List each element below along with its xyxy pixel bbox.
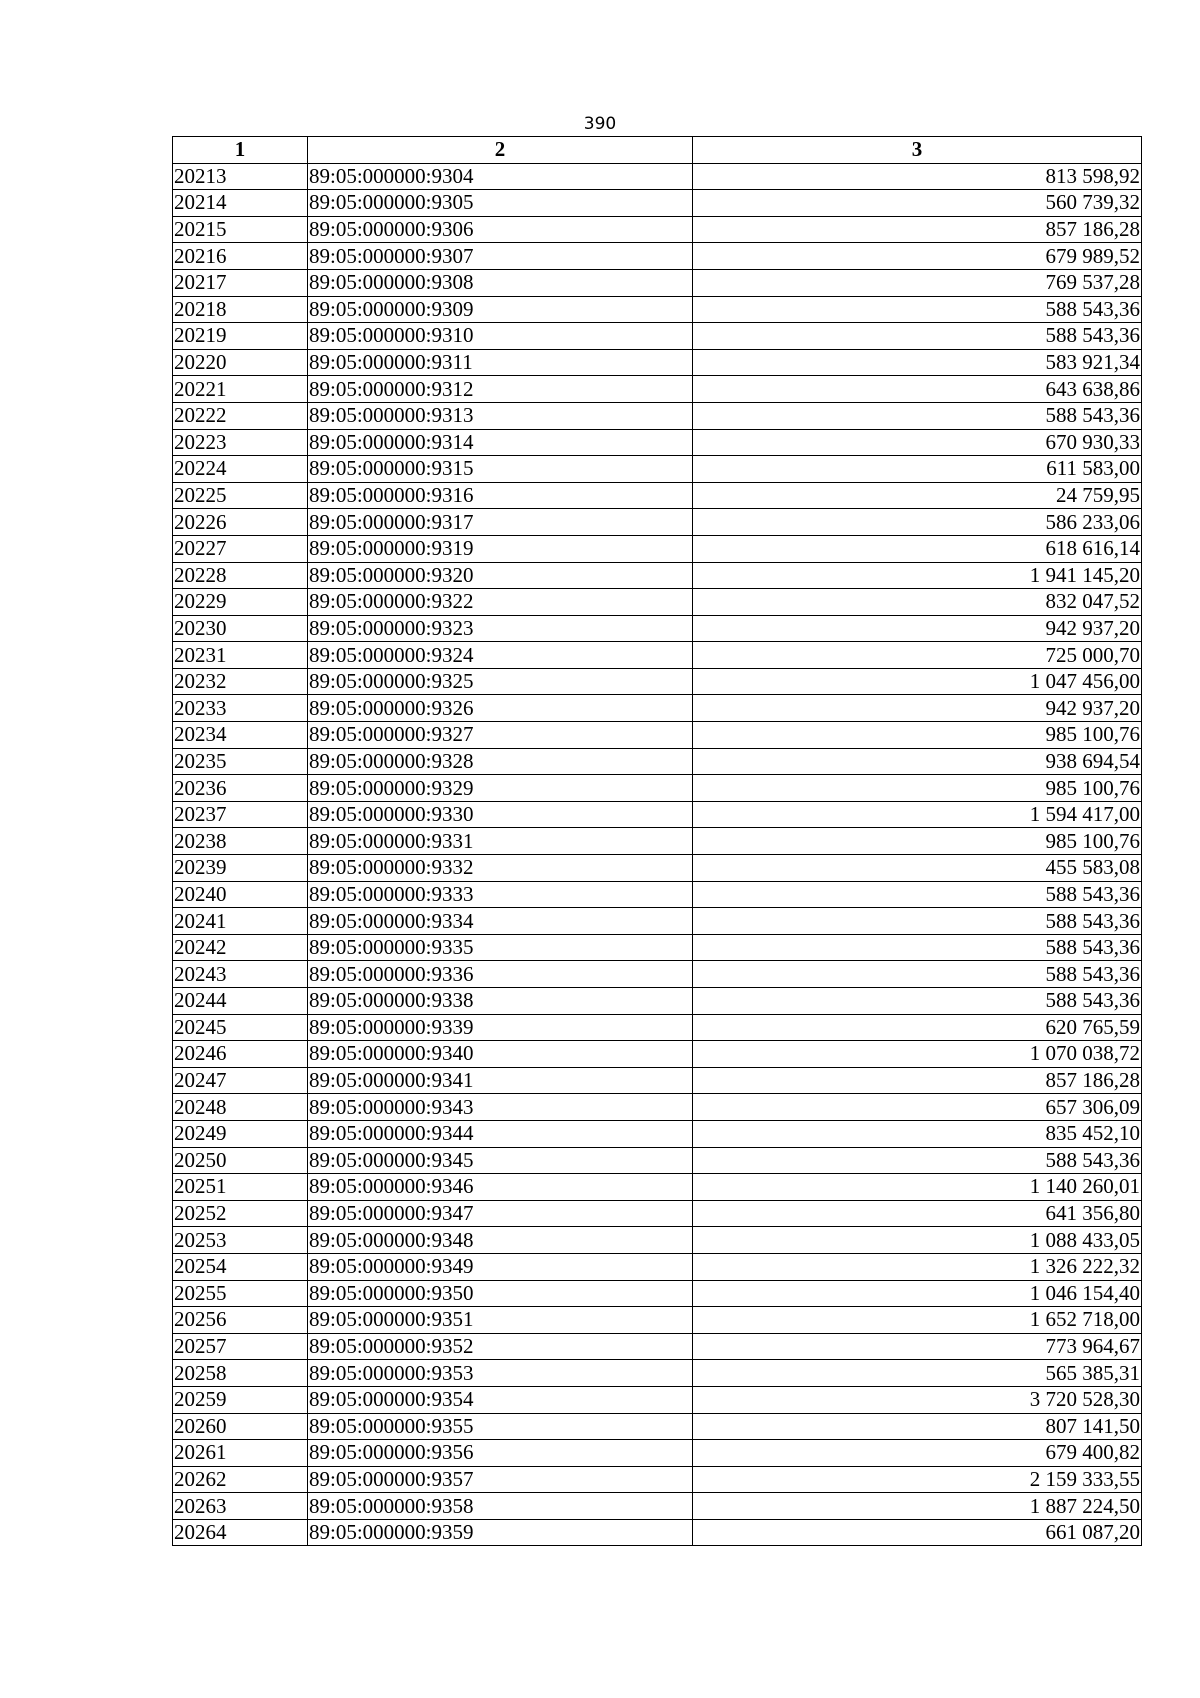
cadastral-value-cell: 611 583,00 xyxy=(693,456,1142,483)
cadastral-number-cell: 89:05:000000:9335 xyxy=(308,934,693,961)
table-row xyxy=(173,908,1142,935)
cadastral-number-cell: 89:05:000000:9336 xyxy=(308,961,693,988)
cadastral-value-cell: 3 720 528,30 xyxy=(693,1386,1142,1413)
cadastral-number-cell: 89:05:000000:9328 xyxy=(308,748,693,775)
cadastral-number-cell: 89:05:000000:9322 xyxy=(308,589,693,616)
cadastral-number-cell: 89:05:000000:9341 xyxy=(308,1067,693,1094)
row-number-cell: 20245 xyxy=(173,1014,308,1041)
cadastral-number-cell: 89:05:000000:9308 xyxy=(308,269,693,296)
row-number-cell: 20227 xyxy=(173,535,308,562)
cadastral-number-cell: 89:05:000000:9355 xyxy=(308,1413,693,1440)
row-number-cell: 20224 xyxy=(173,456,308,483)
cadastral-value-cell: 560 739,32 xyxy=(693,190,1142,217)
cadastral-number-cell: 89:05:000000:9313 xyxy=(308,402,693,429)
row-number-cell: 20239 xyxy=(173,855,308,882)
cadastral-number-cell: 89:05:000000:9317 xyxy=(308,509,693,536)
table-row xyxy=(173,190,1142,217)
row-number-cell: 20247 xyxy=(173,1067,308,1094)
cadastral-number-cell: 89:05:000000:9334 xyxy=(308,908,693,935)
table-row xyxy=(173,988,1142,1015)
row-number-cell: 20262 xyxy=(173,1466,308,1493)
cadastral-value-cell: 588 543,36 xyxy=(693,881,1142,908)
row-number-cell: 20235 xyxy=(173,748,308,775)
cadastral-value-cell: 588 543,36 xyxy=(693,296,1142,323)
table-row xyxy=(173,589,1142,616)
table-row xyxy=(173,269,1142,296)
row-number-cell: 20218 xyxy=(173,296,308,323)
column-header-2: 2 xyxy=(308,137,693,164)
cadastral-value-cell: 657 306,09 xyxy=(693,1094,1142,1121)
cadastral-number-cell: 89:05:000000:9338 xyxy=(308,988,693,1015)
cadastral-value-cell: 1 047 456,00 xyxy=(693,668,1142,695)
row-number-cell: 20226 xyxy=(173,509,308,536)
cadastral-number-cell: 89:05:000000:9310 xyxy=(308,323,693,350)
table-row xyxy=(173,695,1142,722)
cadastral-value-cell: 832 047,52 xyxy=(693,589,1142,616)
cadastral-value-cell: 661 087,20 xyxy=(693,1519,1142,1546)
table-row xyxy=(173,881,1142,908)
cadastral-number-cell: 89:05:000000:9359 xyxy=(308,1519,693,1546)
page-number: 390 xyxy=(583,114,617,134)
row-number-cell: 20228 xyxy=(173,562,308,589)
table-row xyxy=(173,1280,1142,1307)
cadastral-value-cell: 985 100,76 xyxy=(693,775,1142,802)
table-row xyxy=(173,1227,1142,1254)
row-number-cell: 20248 xyxy=(173,1094,308,1121)
cadastral-number-cell: 89:05:000000:9357 xyxy=(308,1466,693,1493)
cadastral-value-cell: 938 694,54 xyxy=(693,748,1142,775)
table-row xyxy=(173,349,1142,376)
row-number-cell: 20233 xyxy=(173,695,308,722)
row-number-cell: 20264 xyxy=(173,1519,308,1546)
cadastral-value-cell: 1 070 038,72 xyxy=(693,1041,1142,1068)
cadastral-value-cell: 835 452,10 xyxy=(693,1120,1142,1147)
table-row xyxy=(173,429,1142,456)
cadastral-value-cell: 588 543,36 xyxy=(693,961,1142,988)
row-number-cell: 20221 xyxy=(173,376,308,403)
cadastral-value-cell: 813 598,92 xyxy=(693,163,1142,190)
cadastral-number-cell: 89:05:000000:9329 xyxy=(308,775,693,802)
cadastral-number-cell: 89:05:000000:9323 xyxy=(308,615,693,642)
table-row xyxy=(173,1440,1142,1467)
table-row xyxy=(173,748,1142,775)
row-number-cell: 20259 xyxy=(173,1386,308,1413)
cadastral-value-cell: 588 543,36 xyxy=(693,1147,1142,1174)
table-row xyxy=(173,562,1142,589)
cadastral-value-cell: 588 543,36 xyxy=(693,402,1142,429)
table-row xyxy=(173,535,1142,562)
cadastral-number-cell: 89:05:000000:9354 xyxy=(308,1386,693,1413)
row-number-cell: 20260 xyxy=(173,1413,308,1440)
cadastral-value-cell: 679 400,82 xyxy=(693,1440,1142,1467)
table-row xyxy=(173,1094,1142,1121)
cadastral-number-cell: 89:05:000000:9312 xyxy=(308,376,693,403)
cadastral-number-cell: 89:05:000000:9320 xyxy=(308,562,693,589)
cadastral-value-cell: 618 616,14 xyxy=(693,535,1142,562)
table-row xyxy=(173,1386,1142,1413)
row-number-cell: 20252 xyxy=(173,1200,308,1227)
table-row xyxy=(173,509,1142,536)
row-number-cell: 20230 xyxy=(173,615,308,642)
table-row xyxy=(173,1014,1142,1041)
row-number-cell: 20219 xyxy=(173,323,308,350)
row-number-cell: 20232 xyxy=(173,668,308,695)
cadastral-value-cell: 985 100,76 xyxy=(693,828,1142,855)
table-row xyxy=(173,722,1142,749)
cadastral-value-cell: 1 140 260,01 xyxy=(693,1174,1142,1201)
cadastral-number-cell: 89:05:000000:9305 xyxy=(308,190,693,217)
row-number-cell: 20237 xyxy=(173,801,308,828)
table-row xyxy=(173,1174,1142,1201)
row-number-cell: 20222 xyxy=(173,402,308,429)
table-row xyxy=(173,828,1142,855)
table-row xyxy=(173,216,1142,243)
column-header-3: 3 xyxy=(693,137,1142,164)
table-row xyxy=(173,1200,1142,1227)
cadastral-number-cell: 89:05:000000:9351 xyxy=(308,1307,693,1334)
cadastral-number-cell: 89:05:000000:9314 xyxy=(308,429,693,456)
cadastral-number-cell: 89:05:000000:9356 xyxy=(308,1440,693,1467)
cadastral-number-cell: 89:05:000000:9304 xyxy=(308,163,693,190)
table-row xyxy=(173,801,1142,828)
row-number-cell: 20255 xyxy=(173,1280,308,1307)
cadastral-value-table xyxy=(172,136,1142,1546)
table-row xyxy=(173,402,1142,429)
table-row xyxy=(173,1147,1142,1174)
cadastral-number-cell: 89:05:000000:9343 xyxy=(308,1094,693,1121)
table-header xyxy=(173,137,1142,164)
cadastral-value-cell: 670 930,33 xyxy=(693,429,1142,456)
row-number-cell: 20223 xyxy=(173,429,308,456)
row-number-cell: 20213 xyxy=(173,163,308,190)
row-number-cell: 20258 xyxy=(173,1360,308,1387)
cadastral-number-cell: 89:05:000000:9327 xyxy=(308,722,693,749)
cadastral-number-cell: 89:05:000000:9350 xyxy=(308,1280,693,1307)
cadastral-number-cell: 89:05:000000:9349 xyxy=(308,1253,693,1280)
table-row xyxy=(173,615,1142,642)
cadastral-number-cell: 89:05:000000:9344 xyxy=(308,1120,693,1147)
header-row xyxy=(173,137,1142,164)
row-number-cell: 20249 xyxy=(173,1120,308,1147)
row-number-cell: 20263 xyxy=(173,1493,308,1520)
row-number-cell: 20253 xyxy=(173,1227,308,1254)
cadastral-number-cell: 89:05:000000:9331 xyxy=(308,828,693,855)
cadastral-number-cell: 89:05:000000:9358 xyxy=(308,1493,693,1520)
cadastral-value-cell: 1 652 718,00 xyxy=(693,1307,1142,1334)
table-row xyxy=(173,934,1142,961)
cadastral-value-cell: 588 543,36 xyxy=(693,934,1142,961)
cadastral-number-cell: 89:05:000000:9346 xyxy=(308,1174,693,1201)
table-row xyxy=(173,296,1142,323)
row-number-cell: 20234 xyxy=(173,722,308,749)
cadastral-number-cell: 89:05:000000:9315 xyxy=(308,456,693,483)
cadastral-value-cell: 1 046 154,40 xyxy=(693,1280,1142,1307)
row-number-cell: 20225 xyxy=(173,482,308,509)
cadastral-value-cell: 1 887 224,50 xyxy=(693,1493,1142,1520)
row-number-cell: 20238 xyxy=(173,828,308,855)
cadastral-value-cell: 1 594 417,00 xyxy=(693,801,1142,828)
cadastral-value-cell: 588 543,36 xyxy=(693,908,1142,935)
table-row xyxy=(173,1413,1142,1440)
cadastral-number-cell: 89:05:000000:9347 xyxy=(308,1200,693,1227)
cadastral-value-cell: 773 964,67 xyxy=(693,1333,1142,1360)
cadastral-value-cell: 586 233,06 xyxy=(693,509,1142,536)
cadastral-value-cell: 643 638,86 xyxy=(693,376,1142,403)
cadastral-value-cell: 942 937,20 xyxy=(693,615,1142,642)
column-header-1: 1 xyxy=(173,137,308,164)
row-number-cell: 20214 xyxy=(173,190,308,217)
cadastral-value-cell: 769 537,28 xyxy=(693,269,1142,296)
table-row xyxy=(173,1041,1142,1068)
cadastral-number-cell: 89:05:000000:9333 xyxy=(308,881,693,908)
table-row xyxy=(173,1493,1142,1520)
cadastral-number-cell: 89:05:000000:9326 xyxy=(308,695,693,722)
row-number-cell: 20217 xyxy=(173,269,308,296)
table-row xyxy=(173,1067,1142,1094)
table-row xyxy=(173,1120,1142,1147)
cadastral-value-cell: 2 159 333,55 xyxy=(693,1466,1142,1493)
cadastral-value-cell: 1 941 145,20 xyxy=(693,562,1142,589)
row-number-cell: 20220 xyxy=(173,349,308,376)
row-number-cell: 20215 xyxy=(173,216,308,243)
table-row xyxy=(173,456,1142,483)
cadastral-number-cell: 89:05:000000:9348 xyxy=(308,1227,693,1254)
cadastral-value-cell: 588 543,36 xyxy=(693,323,1142,350)
row-number-cell: 20216 xyxy=(173,243,308,270)
table-row xyxy=(173,243,1142,270)
row-number-cell: 20246 xyxy=(173,1041,308,1068)
cadastral-number-cell: 89:05:000000:9319 xyxy=(308,535,693,562)
cadastral-number-cell: 89:05:000000:9352 xyxy=(308,1333,693,1360)
table-row xyxy=(173,775,1142,802)
table-body xyxy=(173,163,1142,1546)
cadastral-number-cell: 89:05:000000:9316 xyxy=(308,482,693,509)
cadastral-number-cell: 89:05:000000:9330 xyxy=(308,801,693,828)
table-row xyxy=(173,1333,1142,1360)
table-row xyxy=(173,961,1142,988)
cadastral-number-cell: 89:05:000000:9311 xyxy=(308,349,693,376)
cadastral-value-cell: 1 326 222,32 xyxy=(693,1253,1142,1280)
table-row xyxy=(173,1466,1142,1493)
row-number-cell: 20241 xyxy=(173,908,308,935)
table-row xyxy=(173,855,1142,882)
row-number-cell: 20244 xyxy=(173,988,308,1015)
table-row xyxy=(173,376,1142,403)
cadastral-value-cell: 583 921,34 xyxy=(693,349,1142,376)
cadastral-value-cell: 857 186,28 xyxy=(693,216,1142,243)
cadastral-value-cell: 1 088 433,05 xyxy=(693,1227,1142,1254)
cadastral-number-cell: 89:05:000000:9332 xyxy=(308,855,693,882)
table-row xyxy=(173,323,1142,350)
table-row xyxy=(173,1519,1142,1546)
cadastral-number-cell: 89:05:000000:9324 xyxy=(308,642,693,669)
table-row xyxy=(173,163,1142,190)
table-row xyxy=(173,1253,1142,1280)
table-row xyxy=(173,482,1142,509)
row-number-cell: 20256 xyxy=(173,1307,308,1334)
cadastral-value-cell: 679 989,52 xyxy=(693,243,1142,270)
table-row xyxy=(173,642,1142,669)
cadastral-number-cell: 89:05:000000:9325 xyxy=(308,668,693,695)
cadastral-value-cell: 565 385,31 xyxy=(693,1360,1142,1387)
row-number-cell: 20250 xyxy=(173,1147,308,1174)
row-number-cell: 20257 xyxy=(173,1333,308,1360)
cadastral-value-cell: 641 356,80 xyxy=(693,1200,1142,1227)
table-row xyxy=(173,668,1142,695)
row-number-cell: 20229 xyxy=(173,589,308,616)
table-row xyxy=(173,1360,1142,1387)
cadastral-number-cell: 89:05:000000:9353 xyxy=(308,1360,693,1387)
row-number-cell: 20236 xyxy=(173,775,308,802)
row-number-cell: 20231 xyxy=(173,642,308,669)
row-number-cell: 20261 xyxy=(173,1440,308,1467)
cadastral-number-cell: 89:05:000000:9339 xyxy=(308,1014,693,1041)
cadastral-value-cell: 455 583,08 xyxy=(693,855,1142,882)
cadastral-value-cell: 24 759,95 xyxy=(693,482,1142,509)
cadastral-value-cell: 588 543,36 xyxy=(693,988,1142,1015)
cadastral-number-cell: 89:05:000000:9340 xyxy=(308,1041,693,1068)
row-number-cell: 20254 xyxy=(173,1253,308,1280)
cadastral-number-cell: 89:05:000000:9306 xyxy=(308,216,693,243)
cadastral-value-cell: 942 937,20 xyxy=(693,695,1142,722)
row-number-cell: 20243 xyxy=(173,961,308,988)
row-number-cell: 20240 xyxy=(173,881,308,908)
cadastral-number-cell: 89:05:000000:9307 xyxy=(308,243,693,270)
cadastral-number-cell: 89:05:000000:9345 xyxy=(308,1147,693,1174)
cadastral-value-cell: 807 141,50 xyxy=(693,1413,1142,1440)
cadastral-value-cell: 857 186,28 xyxy=(693,1067,1142,1094)
table-row xyxy=(173,1307,1142,1334)
cadastral-number-cell: 89:05:000000:9309 xyxy=(308,296,693,323)
cadastral-value-cell: 620 765,59 xyxy=(693,1014,1142,1041)
row-number-cell: 20242 xyxy=(173,934,308,961)
cadastral-value-cell: 985 100,76 xyxy=(693,722,1142,749)
row-number-cell: 20251 xyxy=(173,1174,308,1201)
cadastral-value-cell: 725 000,70 xyxy=(693,642,1142,669)
